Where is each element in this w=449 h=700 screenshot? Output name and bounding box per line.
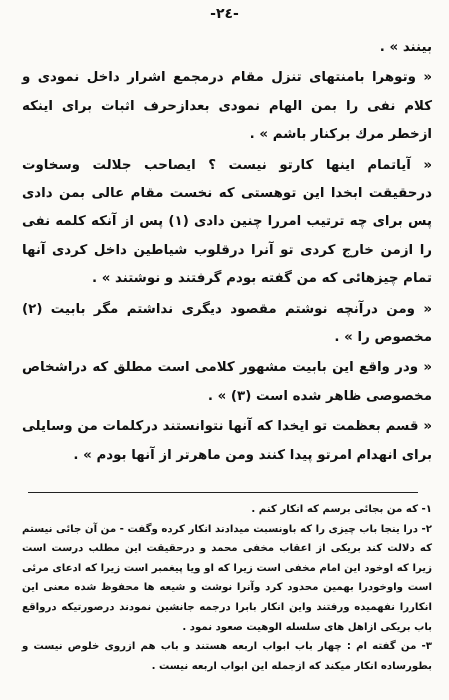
- footnotes: [22, 500, 432, 676]
- paragraph: بينند » .: [379, 40, 432, 55]
- page-number: -٢٤-: [210, 6, 239, 22]
- footnote: ٢- درا ينجا باب چيزى را كه باونسبت ميدادند انكار كرده وگفت - من آن جائى نيستم كه دلالت كند بريكى از اعقاب مخفى محمد و درحقيقت اين مطلب درست است زيرا كه اوخود اين امام مخفى است زيرا كه او ويا پيغمبر است زيرا كه ادعاى مرئى است واوخودرا بهمين محدود كرد وآنرا نوشت و شيعه ها محفوظ شده معنى اين انكاررا نفهميده ورفتند واين انكار بابرا درجمه جانشين نمودند درصورتيكه درواقع باب بريكى ازاهل هاى سلسله الوهيت صعود نمود .: [22, 523, 432, 633]
- footnote-divider: [28, 492, 418, 493]
- paragraph: « آياتمام اينها كارتو نيست ؟ ايصاحب جلالت وسخاوت درحقيقت ابخدا اين توهستى كه نخست مقام عالى بمن دادى پس براى چه ترتيب امررا چنين دادى (١) پس از آنكه كلمه نفى را ازمن خارج كردى تو آنرا درقلوب شياطين داخل كردى آنها تمام چيزهائى كه من گفته بودم گرفتند و نوشتند » .: [22, 157, 432, 287]
- paragraph: « ودر واقع اين بابيت مشهور كلامى است مطلق كه دراشخاص مخصوصى ظاهر شده است (٣) » .: [22, 360, 432, 404]
- paragraph: « وتوهرا بامنتهاى تنزل مقام درمجمع اشرار داخل نمودى و كلام نفى را بمن الهام نمودى بعدازحرف اثبات براى اينكه ازخطر مرك بركنار باشم » .: [22, 70, 432, 143]
- footnote: ٣- من گفته ام : چهار باب ابواب اربعه هستند و باب هم ازروى خلوص نيست و بطورساده انكار ميكند كه ازجمله اين ابواب اربعه نيست .: [22, 641, 432, 672]
- footnote: ١- كه من بجائى برسم كه انكار كنم .: [251, 504, 432, 515]
- paragraph: « قسم بعظمت تو ايخدا كه آنها نتوانستند دركلمات من وسايلى براى انهدام امرتو پيدا كنند ومن ماهرتر از آنها بودم » .: [22, 419, 432, 463]
- main-text: [22, 34, 432, 470]
- paragraph: « ومن درآنچه نوشتم مقصود ديگرى نداشتم مگر بابيت (٢) مخصوص را » .: [22, 301, 432, 346]
